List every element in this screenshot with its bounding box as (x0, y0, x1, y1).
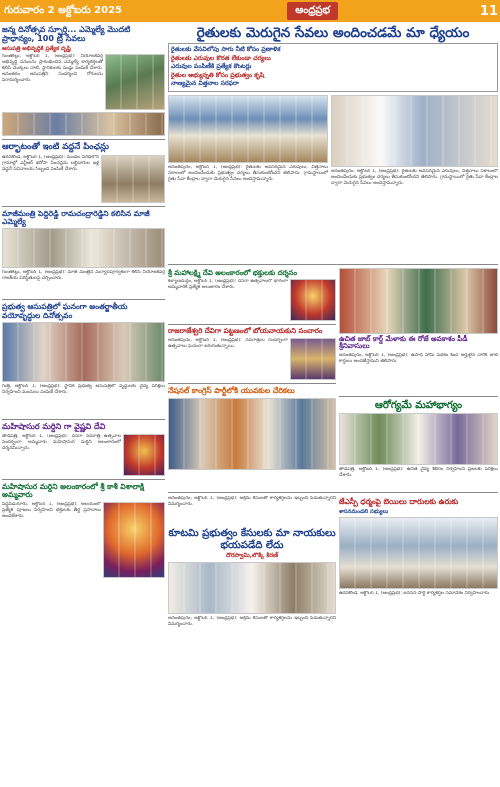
story-vishalakshi-photo (103, 502, 165, 578)
page-number: 11 (478, 0, 500, 22)
story-case (168, 496, 336, 655)
left-column (2, 24, 165, 578)
story-jp (339, 496, 498, 655)
story-case-headline: కూటమి ప్రభుత్వం కేసులకు మా నాయకులు భయపడేది లేదు (168, 528, 336, 551)
story-elders-photo (2, 322, 165, 382)
story-congress-photo (168, 398, 336, 470)
masthead (0, 0, 500, 22)
story-vishalakshi (2, 483, 165, 578)
issue-date: గురువారం 2 అక్టోబరు 2025 (4, 5, 123, 16)
story-health-body: తాడిపత్రి, అక్టోబర్ 1, (ఆంధ్రప్రభ): ఉచిత వైద్య శిబిరం నిర్వహించి ప్రజలకు పరీక్షలు చేశారు. (339, 467, 498, 479)
story-birthday-photo-2 (2, 112, 165, 136)
right-column (168, 24, 498, 656)
lead-body-2: అనంతపురం, అక్టోబర్ 1, (ఆంధ్రప్రభ): రైతులకు అవసరమైన ఎరువులు, విత్తనాలు సకాలంలో అందించేందుకు ప్రభుత్వం చర్యలు తీసుకుంటోందని తెలిపారు. గ్రామస్థాయిలో రైతు సేవా కేంద్రాల ద్వారా మెరుగైన సేవలు అందిస్తామన్నారు. (331, 168, 498, 186)
story-ppoorthy-body: అనంతపురం, అక్టోబర్ 1, (ఆంధ్రప్రభ): ఉపాధి హామీ పథకం కింద అర్హులైన వారికి జాబ్ కార్డులు అందజేస్తామని తెలిపారు. (339, 353, 498, 365)
story-birthday-subhead: ఆసుపత్రి అభివృద్ధికి ప్రత్యేక దృష్టి (2, 45, 71, 52)
lead-bullet: ఎరువుల పంపిణీకి ప్రత్యేక కౌంటర్లు (171, 63, 252, 71)
story-congress-headline: నేషనల్ కాంగ్రెస్ పార్టీలోకి యువకుల చేరికలు (168, 386, 295, 396)
story-jp-headline: జేఎస్పీ ధర్మంపై బెయిలు దారులకు ఉరుకు (339, 497, 459, 507)
story-vaishnavi (2, 423, 165, 476)
lead-bullet: రైతులకు వేసవిలోపు సాగు నీటి కోసం ప్రణాళిక (171, 46, 281, 54)
divider (339, 396, 498, 397)
story-jp-photo (339, 517, 498, 589)
story-temple-photo (290, 279, 336, 321)
story-elders-headline: ప్రభుత్వ ఆసుపత్రిలో ఘనంగా అంతర్జాతీయ వయోవృద్ధుల దినోత్సవం (2, 302, 128, 320)
lead-bullet: రైతుల అభ్యున్నతి కోసం ప్రభుత్వం కృషి (171, 71, 265, 79)
story-case-byline: దొరస్వామి,లొక్కి కిరణ్ (225, 551, 279, 559)
story-meeting (2, 210, 165, 297)
story-temple-headline: శ్రీ మహాలక్ష్మి దేవి అలంకారంలో భక్తులకు దర్శనం (168, 268, 298, 277)
divider (2, 206, 165, 207)
divider (168, 324, 336, 325)
lead-bullet: రైతులకు ఎరువుల కొరత లేకుండా చర్యలు (171, 54, 271, 62)
story-pension-headline: ఆర్భాటంతో ఇంటి వద్దనే పింఛన్లు (2, 142, 109, 153)
divider (168, 264, 498, 265)
story-birthday (2, 26, 165, 136)
story-ppoorthy-headline: ఉచిత జాబ్ కార్డ్ మేళాకు ఈ రోజే అవకాశం పీడీ శ్రీనివాసులు (339, 334, 468, 351)
story-case-photo (168, 562, 336, 614)
brand-logo: ఆంధ్రప్రభ (287, 2, 338, 20)
story-vaishnavi-body: తాడిపత్రి, అక్టోబర్ 1, (ఆంధ్రప్రభ): దసరా నవరాత్రి ఉత్సవాల సందర్భంగా అమ్మవారు మహిషాసుర మర్దిని అలంకారంలో దర్శనమిచ్చారు. (2, 434, 121, 452)
story-jp-body: ఉరవకొండ, అక్టోబర్ 1, (ఆంధ్రప్రభ): జనసేన పార్టీ కార్యకర్తల సమావేశం నిర్వహించారు. (339, 591, 491, 596)
story-congress (168, 387, 336, 469)
story-raja-headline: రాజరాజేశ్వరి దేవిగా పట్టణంలో బోయనాయకుని సంచారం (168, 327, 323, 336)
story-temple (168, 270, 336, 322)
story-meeting-body: గుంతకల్లు, అక్టోబర్ 1, (ఆంధ్రప్రభ): మాజీ మంత్రిని మర్యాదపూర్వకంగా కలిసి నియోజకవర్గ రాజకీయ పరిస్థితులపై చర్చించారు. (2, 270, 165, 282)
divider (168, 383, 336, 384)
story-case-body: అనంతపురం, అక్టోబర్ 1, (ఆంధ్రప్రభ): అక్రమ కేసులతో కార్యకర్తలను ఇబ్బంది పెడుతున్నారని విమర్శించారు. (168, 615, 336, 627)
lead-bullets (168, 43, 498, 92)
divider (2, 139, 165, 140)
story-vishalakshi-headline: మహిషాసుర మర్దిని అలంకారంలో శ్రీ కాశీ విశాలాక్షి అమ్మవారు (2, 482, 145, 500)
story-ppoorthy-photo (339, 268, 498, 334)
divider (2, 479, 165, 480)
story-birthday-headline: జన్మ దినోత్సవ స్ఫూర్తి... ఎమ్మెల్యే మొదటి ప్రాధాన్యం, 100 ట్రీ సేవలు (2, 25, 131, 43)
story-birthday-body: గుంతకల్లు, అక్టోబర్ 1, (ఆంధ్రప్రభ): నియోజకవర్గ అభివృద్ధి పనులను ప్రారంభించిన ఎమ్మెల్యే కార్యకర్తలతో కలిసి మొక్కలు నాటి, స్థానికులకు పండ్లు పంపిణీ చేశారు. అనంతరం ఆసుపత్రిని సందర్శించి రోగులను పరామర్శించారు. (2, 54, 103, 84)
divider (2, 419, 165, 420)
lead-headline: రైతులకు మెరుగైన సేవలు అందించడమే మా ధ్యేయం (196, 25, 470, 41)
story-health-headline: ఆరోగ్యమే మహాభాగ్యం (374, 400, 463, 412)
story-elders (2, 303, 165, 416)
story-meeting-headline: మాజీమంత్రి పెద్దిరెడ్డి రామచంద్రారెడ్డిని కలిసిన మాజీ ఎమ్మెల్యే (2, 208, 150, 226)
story-raja-photo (290, 338, 336, 380)
story-vaishnavi-photo (123, 434, 165, 476)
story-vaishnavi-headline: మహిషాసుర మర్దిని గా వైష్ణవి దేవి (2, 422, 106, 432)
divider (168, 492, 498, 493)
lead-photo-stage (168, 95, 328, 163)
story-temple-body: కళ్యాణదుర్గం, అక్టోబర్ 1, (ఆంధ్రప్రభ): దసరా ఉత్సవాలలో భాగంగా అమ్మవారికి ప్రత్యేక అలంకారం చేశారు. (168, 279, 288, 291)
story-pension-body: ఉరవకొండ, అక్టోబర్ 1, (ఆంధ్రప్రభ): మండల పరిధిలోని గ్రామాల్లో ఎన్టీఆర్ భరోసా పింఛన్లను లబ్ధిదారుల ఇళ్ల వద్దనే సచివాలయ సిబ్బంది పంపిణీ చేశారు. (2, 154, 99, 172)
lead-story (168, 26, 498, 261)
story-jp-subhead: శాసనమండలి సభ్యులు (339, 508, 389, 515)
story-case-intro: అనంతపురం, అక్టోబర్ 1, (ఆంధ్రప్రభ): అక్రమ కేసులతో కార్యకర్తలను ఇబ్బంది పెడుతున్నారని విమర్శించారు. (168, 496, 336, 508)
lead-photo-officials (331, 95, 498, 167)
story-birthday-photo (105, 54, 165, 110)
lead-bullet: నాణ్యమైన విత్తనాల సరఫరా (171, 80, 239, 88)
story-raja (168, 328, 336, 380)
story-elders-body: గుత్తి, అక్టోబర్ 1, (ఆంధ్రప్రభ): స్థానిక ప్రభుత్వ ఆసుపత్రిలో వృద్ధులకు వైద్య పరీక్షలు నిర్వహించి మందులు పంపిణీ చేశారు. (2, 384, 165, 396)
story-pension-photo (101, 155, 165, 203)
story-meeting-photo (2, 228, 165, 268)
divider (2, 299, 165, 300)
story-health-photo (339, 413, 498, 465)
story-vishalakshi-body: పెద్దవడుగూరు, అక్టోబర్ 1, (ఆంధ్రప్రభ): ఆలయంలో ప్రత్యేక పూజలు నిర్వహించి భక్తులకు తీర్థ ప్రసాదాలు అందజేశారు. (2, 501, 101, 519)
story-pension (2, 143, 165, 203)
lead-body: అనంతపురం, అక్టోబర్ 1, (ఆంధ్రప్రభ): రైతులకు అవసరమైన ఎరువులు, విత్తనాలు సకాలంలో అందించేందుకు ప్రభుత్వం చర్యలు తీసుకుంటోందని తెలిపారు. గ్రామస్థాయిలో రైతు సేవా కేంద్రాల ద్వారా మెరుగైన సేవలు అందిస్తామన్నారు. (168, 164, 328, 182)
story-raja-body: అనంతపురం, అక్టోబర్ 1, (ఆంధ్రప్రభ): నవరాత్రుల సందర్భంగా ఉత్సవాలు ఘనంగా జరుగుతున్నాయి. (168, 338, 288, 350)
